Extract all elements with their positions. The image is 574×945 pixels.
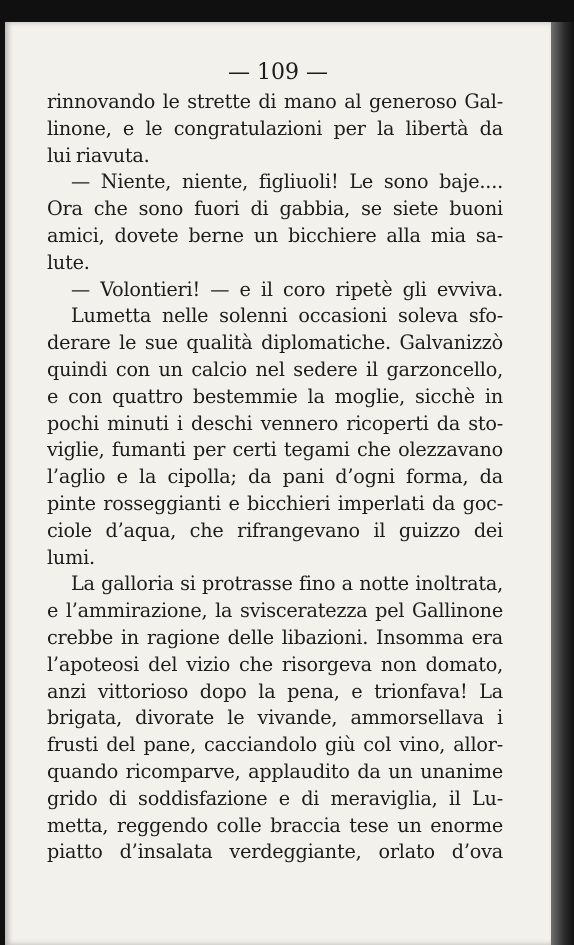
text-line: lumi. <box>47 545 95 569</box>
text-line: amici, dovete berne un bicchiere alla mia sa- <box>47 223 503 247</box>
text-line: metta, reggendo colle braccia tese un enorme <box>47 813 503 837</box>
text-line: viglie, fumanti per certi tegami che olezzavano <box>47 438 503 462</box>
page-number: — 109 — <box>228 60 328 85</box>
text-line: La galloria si protrasse fino a notte inoltrata, <box>71 572 503 596</box>
text-line: quindi con un calcio nel sedere il garzoncello, <box>47 357 503 381</box>
text-line: grido di soddisfazione e di meraviglia, il Lu- <box>47 786 503 810</box>
text-line: e l’ammirazione, la svisceratezza pel Gallinone <box>47 599 503 623</box>
page-edge-shadow <box>551 22 574 945</box>
text-line: lute. <box>47 250 90 274</box>
text-line: Ora che sono fuori di gabbia, se siete buoni <box>47 197 503 221</box>
text-line: derare le sue qualità diplomatiche. Galvanizzò <box>47 331 503 355</box>
text-line: linone, e le congratulazioni per la libertà da <box>47 116 503 140</box>
text-line: pinte rosseggianti e bicchieri imperlati da goc- <box>47 491 503 515</box>
text-line: — Volontieri! — e il coro ripetè gli evviva. <box>71 277 503 301</box>
text-line: anzi vittorioso dopo la pena, e trionfava! La <box>47 679 503 703</box>
text-line: quando ricomparve, applaudito da un unanime <box>47 759 503 783</box>
text-line: pochi minuti i deschi vennero ricoperti da sto- <box>47 411 503 435</box>
text-line: rinnovando le strette di mano al generoso Gal- <box>47 90 503 113</box>
page-body-text <box>47 89 503 866</box>
text-line: e con quattro bestemmie la moglie, sicchè in <box>47 384 503 408</box>
text-line: l’aglio e la cipolla; da pani d’ogni forma, da <box>47 465 503 489</box>
text-line: crebbe in ragione delle libazioni. Insomma era <box>47 625 503 649</box>
text-line: l’apoteosi del vizio che risorgeva non domato, <box>47 652 503 676</box>
text-line: — Niente, niente, figliuoli! Le sono baje.... <box>71 170 503 194</box>
text-line: ciole d’aqua, che rifrangevano il guizzo dei <box>47 518 503 542</box>
text-line: brigata, divorate le vivande, ammorsellava i <box>47 706 503 730</box>
text-line: Lumetta nelle solenni occasioni soleva sfo- <box>71 304 503 328</box>
book-page <box>5 22 551 945</box>
text-line: frusti del pane, cacciandolo giù col vino, allor- <box>47 733 503 757</box>
text-line: lui riavuta. <box>47 143 150 167</box>
text-line: piatto d’insalata verdeggiante, orlato d’ova <box>47 840 503 864</box>
